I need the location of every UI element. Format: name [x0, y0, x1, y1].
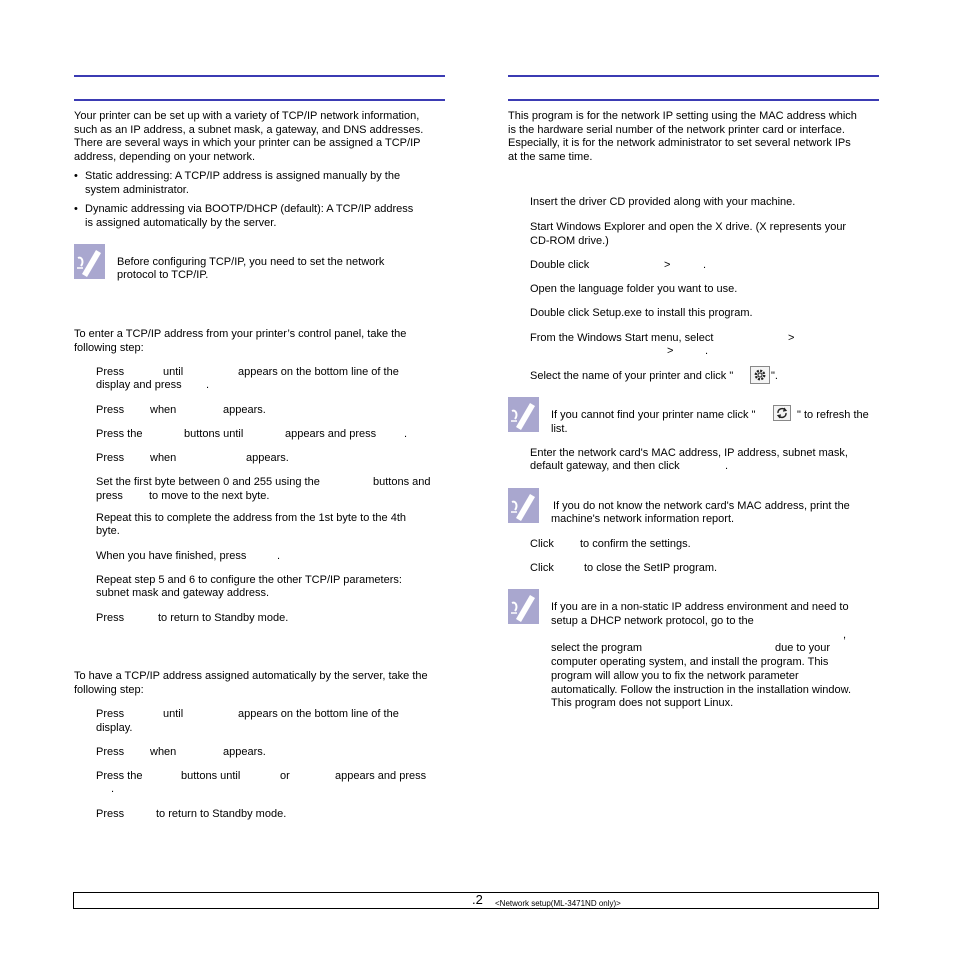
intro-line: Especially, it is for the network administrator to set several network IPs: [508, 137, 851, 149]
step-text: to close the SetIP program.: [584, 562, 718, 574]
step-text: Press: [96, 366, 125, 378]
step-text: Insert the driver CD provided along with your machine.: [530, 196, 796, 208]
step-text: when: [150, 452, 177, 464]
step-text: .: [206, 379, 210, 391]
note-text: protocol to TCP/IP.: [117, 269, 209, 281]
note-text: computer operating system, and install the program. This: [551, 656, 829, 668]
step-text: Press the: [96, 770, 143, 782]
step-text: buttons until: [184, 428, 244, 440]
intro-line: address, depending on your network.: [74, 151, 256, 163]
page-number: .2: [472, 892, 483, 907]
step-text: Press: [96, 746, 125, 758]
step-text: Open the language folder you want to use.: [530, 283, 738, 295]
note-icon: [74, 244, 105, 279]
step-text: to confirm the settings.: [580, 538, 691, 550]
step-text: Press: [96, 452, 125, 464]
step-text: appears and press: [335, 770, 427, 782]
step-text: >: [667, 345, 674, 357]
step-text: appears.: [246, 452, 289, 464]
step-text: .: [111, 783, 115, 795]
step-text: to return to Standby mode.: [156, 808, 287, 820]
step-text: Press: [96, 708, 125, 720]
step-text: Repeat this to complete the address from the 1st byte to the 4th: [96, 512, 407, 524]
step-text: display.: [96, 722, 133, 734]
step-text: Click: [530, 538, 554, 550]
step-text: until: [163, 366, 184, 378]
step-text: .: [277, 550, 281, 562]
step-text: buttons and: [373, 476, 431, 488]
step-text: Click: [530, 562, 554, 574]
step-text: buttons until: [181, 770, 241, 782]
intro-line: such as an IP address, a subnet mask, a gateway, and DNS addresses.: [74, 124, 424, 136]
note-text: machine's network information report.: [551, 513, 735, 525]
step-text: Enter the network card's MAC address, IP address, subnet mask,: [530, 447, 848, 459]
note-text: This program does not support Linux.: [551, 697, 734, 709]
step-text: .: [404, 428, 408, 440]
intro-line: This program is for the network IP setting using the MAC address which: [508, 110, 857, 122]
note-text: setup a DHCP network protocol, go to the: [551, 615, 754, 627]
step-text: Select the name of your printer and click ": [530, 370, 734, 382]
step-text: when: [150, 404, 177, 416]
step-text: .: [705, 345, 709, 357]
bullet-dot: •: [74, 170, 78, 182]
note-text: " to refresh the: [797, 409, 869, 421]
step-text: when: [150, 746, 177, 758]
settings-gear-icon[interactable]: [750, 366, 770, 384]
note-icon: [508, 589, 539, 624]
right-section-rule-bottom: [508, 99, 879, 101]
refresh-icon[interactable]: [773, 405, 791, 421]
step-text: byte.: [96, 525, 120, 537]
note-text: automatically. Follow the instruction in the installation window.: [551, 684, 852, 696]
step-text: Repeat step 5 and 6 to configure the other TCP/IP parameters:: [96, 574, 402, 586]
step-text: Set the first byte between 0 and 255 using the: [96, 476, 320, 488]
intro-line: is the hardware serial number of the network printer card or interface.: [508, 124, 845, 136]
step-text: press: [96, 490, 123, 502]
step-text: Press the: [96, 428, 143, 440]
step-text: appears and press: [285, 428, 377, 440]
step-text: appears.: [223, 746, 266, 758]
step-text: .: [703, 259, 707, 271]
note-text: If you are in a non-static IP address environment and need to: [551, 601, 849, 613]
step-text: or: [280, 770, 290, 782]
static-intro: To enter a TCP/IP address from your printer’s control panel, take the: [74, 328, 407, 340]
step-text: Double click: [530, 259, 590, 271]
footer-section-title: <Network setup(ML-3471ND only)>: [495, 899, 621, 908]
bullet-text: Dynamic addressing via BOOTP/DHCP (default): A TCP/IP address: [85, 203, 414, 215]
intro-line: at the same time.: [508, 151, 593, 163]
step-text: display and press: [96, 379, 182, 391]
step-text: to move to the next byte.: [149, 490, 270, 502]
note-text: Before configuring TCP/IP, you need to set the network: [117, 256, 385, 268]
dynamic-intro: following step:: [74, 684, 144, 696]
note-text: list.: [551, 423, 568, 435]
left-section-rule-top: [74, 75, 445, 77]
step-text: From the Windows Start menu, select: [530, 332, 714, 344]
step-text: Start Windows Explorer and open the X drive. (X represents your: [530, 221, 847, 233]
bullet-text: is assigned automatically by the server.: [85, 217, 277, 229]
step-text: appears on the bottom line of the: [238, 708, 399, 720]
step-text: CD-ROM drive.): [530, 235, 609, 247]
step-text: until: [163, 708, 184, 720]
step-text: Press: [96, 612, 125, 624]
note-text: select the program: [551, 642, 643, 654]
note-text: program will allow you to fix the network parameter: [551, 670, 799, 682]
note-text: If you do not know the network card's MAC address, print the: [553, 500, 850, 512]
note-icon: [508, 397, 539, 432]
step-text: .: [725, 460, 729, 472]
right-section-rule-top: [508, 75, 879, 77]
intro-line: Your printer can be set up with a variety of TCP/IP network information,: [74, 110, 420, 122]
step-text: Press: [96, 808, 125, 820]
note-text: If you cannot find your printer name click ": [551, 409, 756, 421]
bullet-dot: •: [74, 203, 78, 215]
bullet-text: system administrator.: [85, 184, 189, 196]
step-text: >: [664, 259, 671, 271]
dynamic-intro: To have a TCP/IP address assigned automatically by the server, take the: [74, 670, 428, 682]
static-intro: following step:: [74, 342, 144, 354]
step-text: Double click Setup.exe to install this program.: [530, 307, 753, 319]
step-text: default gateway, and then click: [530, 460, 680, 472]
step-text: Press: [96, 404, 125, 416]
note-text: due to your: [775, 642, 831, 654]
left-section-rule-bottom: [74, 99, 445, 101]
step-text: to return to Standby mode.: [158, 612, 289, 624]
step-text: ".: [771, 370, 778, 382]
note-icon: [508, 488, 539, 523]
step-text: subnet mask and gateway address.: [96, 587, 270, 599]
step-text: When you have finished, press: [96, 550, 247, 562]
step-text: appears on the bottom line of the: [238, 366, 399, 378]
bullet-text: Static addressing: A TCP/IP address is assigned manually by the: [85, 170, 401, 182]
step-text: appears.: [223, 404, 266, 416]
note-text: ,: [843, 629, 847, 641]
step-text: >: [788, 332, 795, 344]
intro-line: There are several ways in which your printer can be assigned a TCP/IP: [74, 137, 421, 149]
